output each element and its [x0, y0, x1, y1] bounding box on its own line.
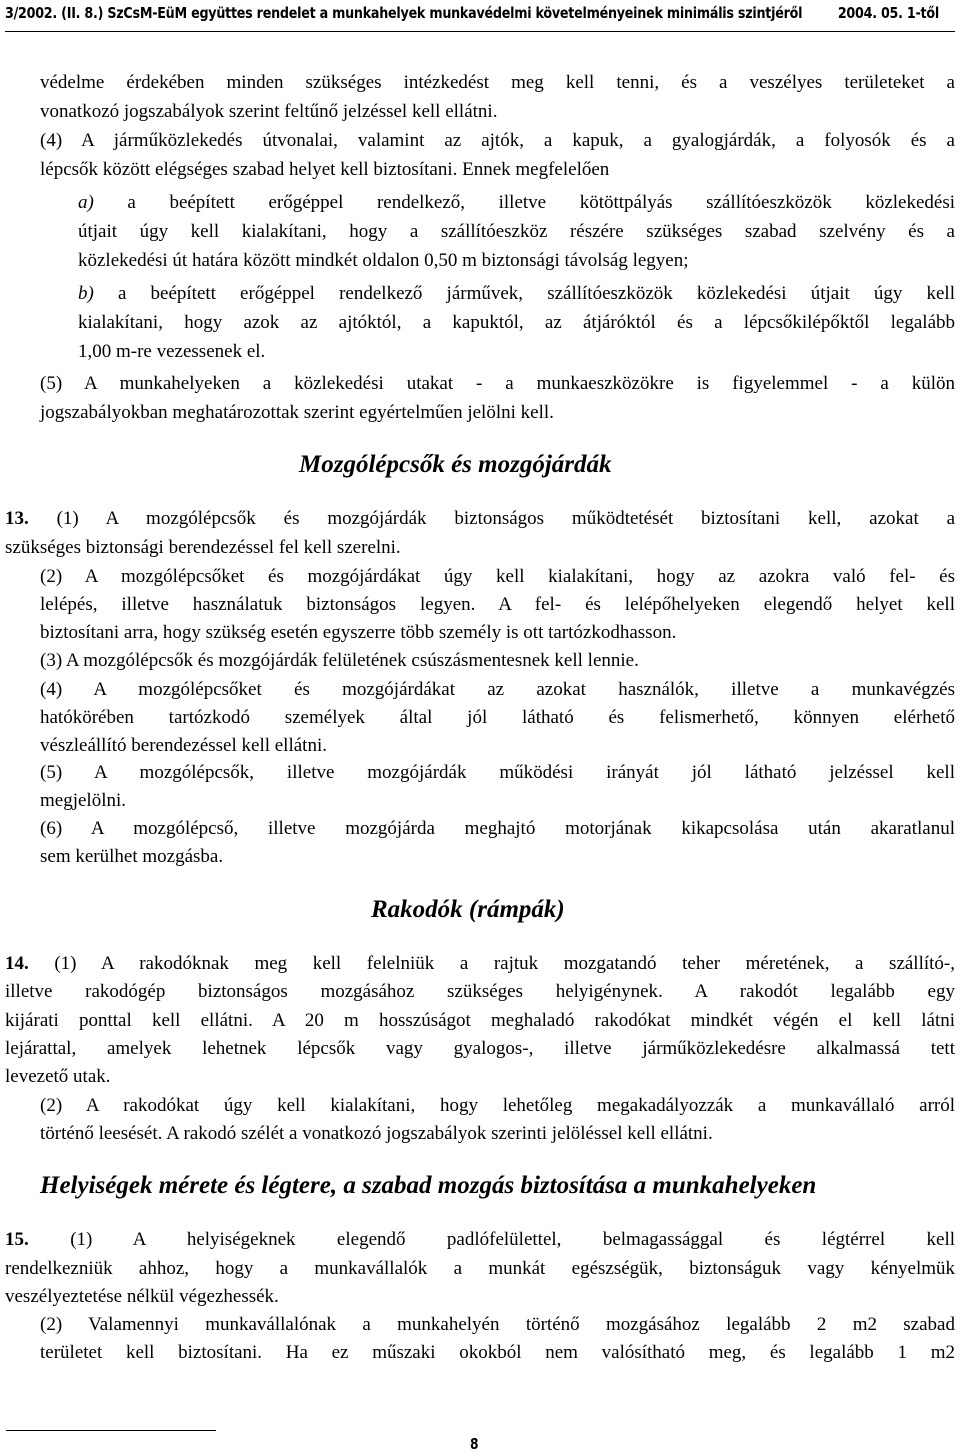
text-line: 15. (1) A helyiségeknek elegendő padlófelülettel, belmagassággal és légtérrel kell	[5, 1229, 956, 1250]
text-line: illetve rakodógép biztonságos mozgásához szükséges helyigénynek. A rakodót legalább egy	[5, 981, 955, 1002]
text-line: 13. (1) A mozgólépcsők és mozgójárdák biztonságos működtetését biztosítani kell, azokat a	[5, 508, 955, 529]
text-line: b) a beépített erőgéppel rendelkező járművek, szállítóeszközök közlekedési útjait úgy kell	[78, 283, 955, 304]
text-line: kijárati ponttal kell ellátni. A 20 m hosszúságot meghaladó rakodókat mindkét végén el kell látni	[5, 1010, 955, 1031]
text-line: (2) Valamennyi munkavállalónak a munkahelyén történő mozgásához legalább 2 m2 szabad	[40, 1314, 955, 1335]
text-line: hatókörében tartózkodó személyek által jól látható és felismerhető, könnyen elérhető	[40, 707, 955, 728]
text-line: történő leesését. A rakodó szélét a vonatkozó jogszabályok szerinti jelöléssel kell ellátni.	[40, 1123, 713, 1144]
list-marker: b)	[78, 283, 94, 304]
header-title: 3/2002. (II. 8.) SzCsM-EüM együttes rendelet a munkahelyek munkavédelmi követelményeinek minimális szintjéről	[5, 4, 803, 22]
text-line: (5) A munkahelyeken a közlekedési utakat - a munkaeszközökre is figyelemmel - a külön	[40, 373, 955, 394]
section-heading: Rakodók (rámpák)	[371, 896, 565, 923]
text-line: (6) A mozgólépcső, illetve mozgójárda meghajtó motorjának kikapcsolása után akaratlanul	[40, 818, 955, 839]
text-line: vonatkozó jogszabályok szerint feltűnő jelzéssel kell ellátni.	[40, 101, 498, 122]
text-line: útjait úgy kell kialakítani, hogy a szállítóeszköz részére szükséges szabad szelvény és a	[78, 221, 955, 242]
text-line: kialakítani, hogy azok az ajtóktól, a kapuktól, az átjáróktól és a lépcsőkilépőktől legalább	[78, 312, 955, 333]
text-line: lépcsők között elégséges szabad helyet kell biztosítani. Ennek megfelelően	[40, 159, 610, 180]
section-heading: Helyiségek mérete és légtere, a szabad mozgás biztosítása a munkahelyeken	[40, 1172, 817, 1199]
running-header	[5, 4, 939, 30]
header-date: 2004. 05. 1-től	[837, 4, 939, 22]
section-number: 14.	[5, 953, 29, 974]
text-line: jogszabályokban meghatározottak szerint egyértelműen jelölni kell.	[40, 402, 554, 423]
text-line: területet kell biztosítani. Ha ez műszaki okokból nem valósítható meg, és legalább 1 m2	[40, 1342, 955, 1363]
text-line: 14. (1) A rakodóknak meg kell felelniük a rajtuk mozgatandó teher méretének, a szállító-,	[5, 953, 955, 974]
text-line: (5) A mozgólépcsők, illetve mozgójárdák működési irányát jól látható jelzéssel kell	[40, 762, 955, 783]
text-line: levezető utak.	[5, 1066, 111, 1087]
section-number: 15.	[5, 1229, 29, 1250]
text-line: (2) A rakodókat úgy kell kialakítani, hogy lehetőleg megakadályozzák a munkavállaló arról	[40, 1095, 955, 1116]
text-line: vészleállító berendezéssel kell ellátni.	[40, 735, 327, 756]
text-line: (2) A mozgólépcsőket és mozgójárdákat úgy kell kialakítani, hogy az azokra való fel- és	[40, 566, 955, 587]
text-line: lelépés, illetve használatuk biztonságos legyen. A fel- és lelépőhelyeken elegendő helyet kell	[40, 594, 955, 615]
list-marker: a)	[78, 192, 94, 213]
text-line: sem kerülhet mozgásba.	[40, 846, 224, 867]
section-heading: Mozgólépcsők és mozgójárdák	[299, 451, 612, 478]
text-line: 1,00 m-re vezessenek el.	[78, 341, 266, 362]
text-line: lejárattal, amelyek lehetnek lépcsők vagy gyalogos-, illetve járműközlekedésre alkalmassá tett	[5, 1038, 955, 1059]
text-line: közlekedési út határa között mindkét oldalon 0,50 m biztonsági távolság legyen;	[78, 250, 689, 271]
text-line: (3) A mozgólépcsők és mozgójárdák felületének csúszásmentesnek kell lennie.	[40, 650, 639, 671]
text-line: veszélyeztetése nélkül végezhessék.	[5, 1286, 279, 1307]
page-number: 8	[470, 1435, 479, 1453]
text-line: biztosítani arra, hogy szükség esetén egyszerre több személy is ott tartózkodhasson.	[40, 622, 677, 643]
section-number: 13.	[5, 508, 29, 529]
text-line: védelme érdekében minden szükséges intézkedést meg kell tenni, és a veszélyes területeket a	[40, 72, 955, 93]
text-line: (4) A mozgólépcsőket és mozgójárdákat az azokat használók, illetve a munkavégzés	[40, 679, 955, 700]
header-rule	[5, 31, 955, 32]
footer-rule	[6, 1430, 216, 1431]
text-line: a) a beépített erőgéppel rendelkező, illetve kötöttpályás szállítóeszközök közlekedési	[78, 192, 955, 213]
text-line: (4) A járműközlekedés útvonalai, valamint az ajtók, a kapuk, a gyalogjárdák, a folyosók és a	[40, 130, 955, 151]
text-line: szükséges biztonsági berendezéssel fel kell szerelni.	[5, 537, 401, 558]
text-line: rendelkezniük ahhoz, hogy a munkavállalók a munkát egészségük, biztonságuk vagy kényelmük	[5, 1258, 955, 1279]
text-line: megjelölni.	[40, 790, 127, 811]
